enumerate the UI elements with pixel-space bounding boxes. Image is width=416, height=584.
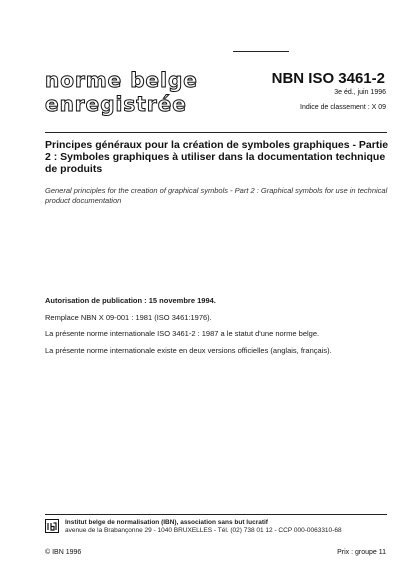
replaces-note: Remplace NBN X 09-001 : 1981 (ISO 3461:1976). [45, 313, 212, 322]
standard-number: NBN ISO 3461-2 [271, 70, 385, 87]
publication-authorisation: Autorisation de publication : 15 novembre 1994. [45, 296, 216, 305]
footer-rule [45, 514, 387, 515]
ibn-logo-icon [45, 519, 59, 533]
title-rule [45, 132, 387, 133]
institute-address: avenue de la Brabançonne 29 - 1040 BRUXELLES - Tél. (02) 738 01 12 - CCP 000-0063310-68 [65, 527, 342, 534]
title-french: Principes généraux pour la création de symboles graphiques - Partie 2 : Symboles graphiques à utiliser dans la documentation technique de produits [45, 139, 389, 175]
brand-line-1: norme belge [45, 68, 198, 92]
status-note: La présente norme internationale ISO 3461-2 : 1987 a le statut d'une norme belge. [45, 329, 320, 338]
institute-block [65, 519, 342, 535]
top-rule [233, 51, 289, 52]
price-group: Prix : groupe 11 [337, 549, 386, 556]
institute-name: Institut belge de normalisation (IBN), association sans but lucratif [65, 519, 268, 526]
title-english: General principles for the creation of graphical symbols - Part 2 : Graphical symbols for use in technical product documentation [45, 186, 388, 205]
brand-line-2: enregistrée [45, 92, 187, 116]
versions-note: La présente norme internationale existe en deux versions officielles (anglais, français). [45, 346, 332, 355]
edition: 3e éd., juin 1996 [334, 89, 386, 96]
copyright: © IBN 1996 [45, 549, 82, 556]
classification-index: Indice de classement : X 09 [300, 104, 386, 111]
